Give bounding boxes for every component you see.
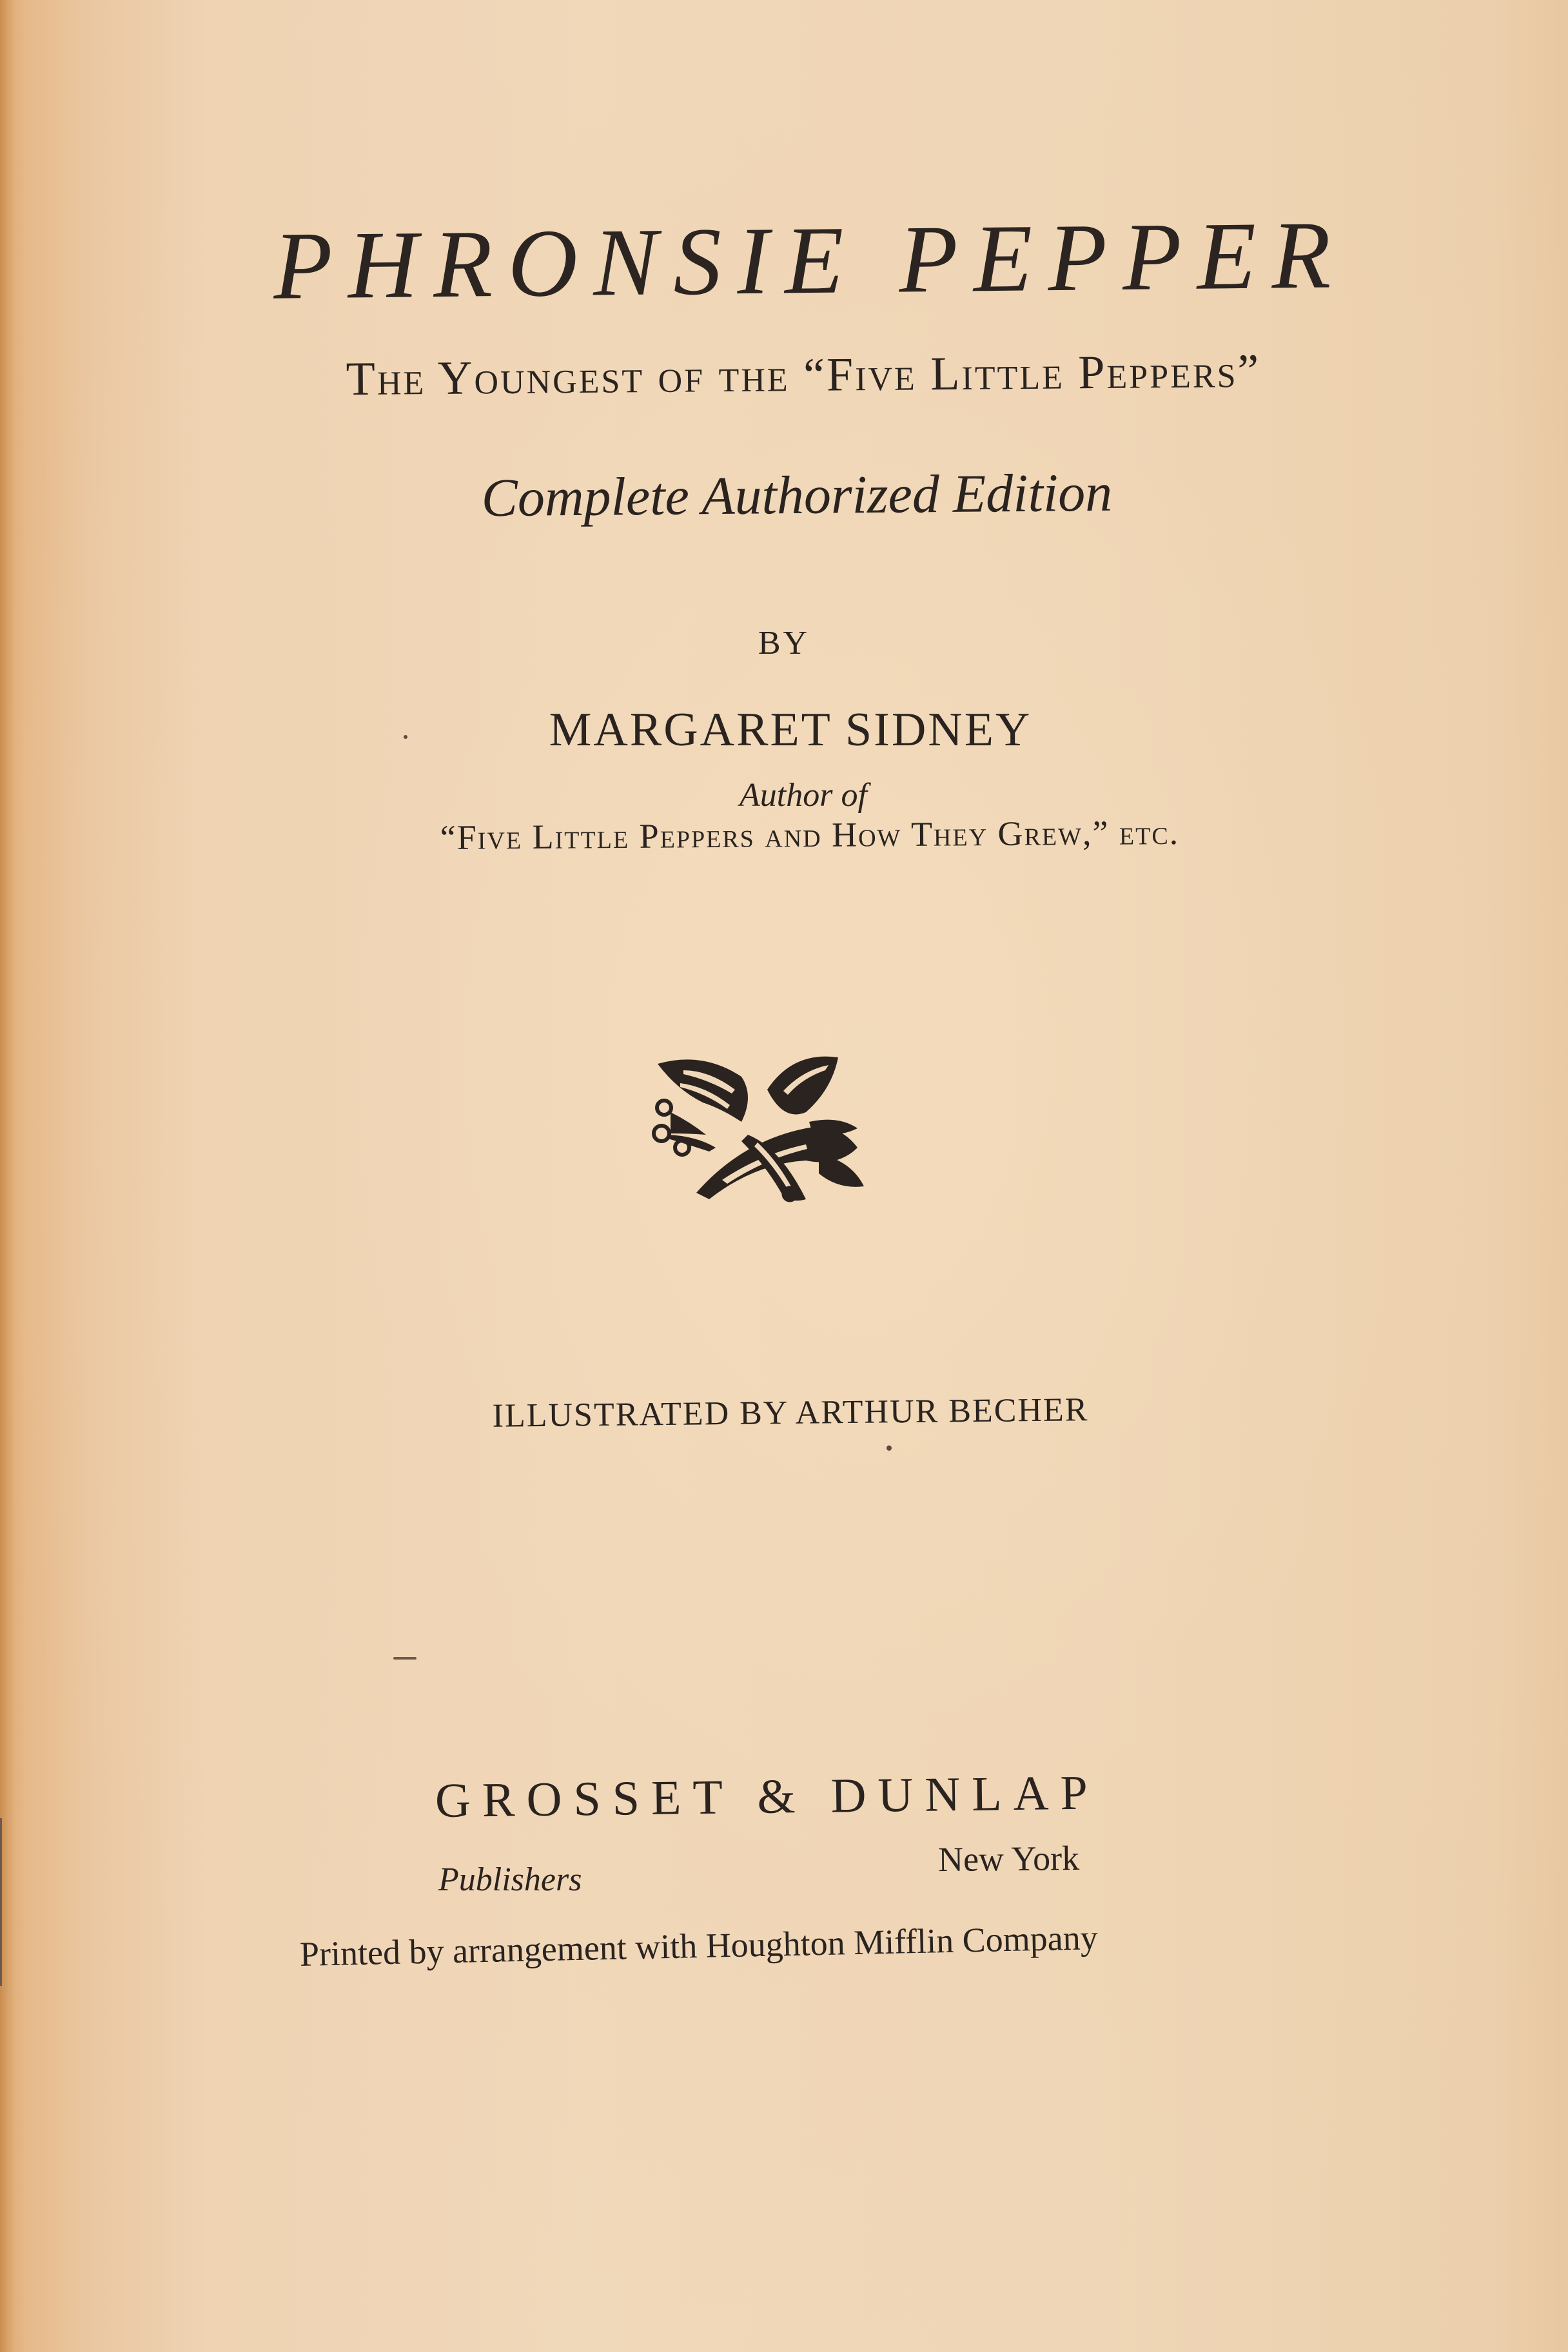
book-subtitle: The Youngest of the “Five Little Peppers” xyxy=(346,344,1261,406)
edition-note: Complete Authorized Edition xyxy=(481,462,1113,529)
illustrator-credit: ILLUSTRATED BY ARTHUR BECHER xyxy=(492,1391,1089,1435)
arrangement-note: Printed by arrangement with Houghton Mifflin Company xyxy=(299,1918,1099,1974)
page-gutter-edge xyxy=(0,0,14,2352)
by-line: BY xyxy=(758,625,810,662)
author-name: MARGARET SIDNEY xyxy=(549,703,1032,756)
publisher-label: Publishers xyxy=(438,1861,582,1898)
prior-work-title: “Five Little Peppers and How They Grew,” etc. xyxy=(440,812,1180,858)
book-title: PHRONSIE PEPPER xyxy=(273,201,1347,320)
publisher-name: GROSSET & DUNLAP xyxy=(435,1765,1100,1828)
paper-speck xyxy=(393,1657,416,1660)
publisher-city: New York xyxy=(937,1838,1080,1879)
leaf-ornament-icon xyxy=(645,1051,864,1206)
paper-speck xyxy=(404,735,407,739)
left-edge-mark xyxy=(0,1818,2,1986)
author-of-label: Author of xyxy=(740,777,867,814)
paper-speck xyxy=(887,1446,892,1451)
